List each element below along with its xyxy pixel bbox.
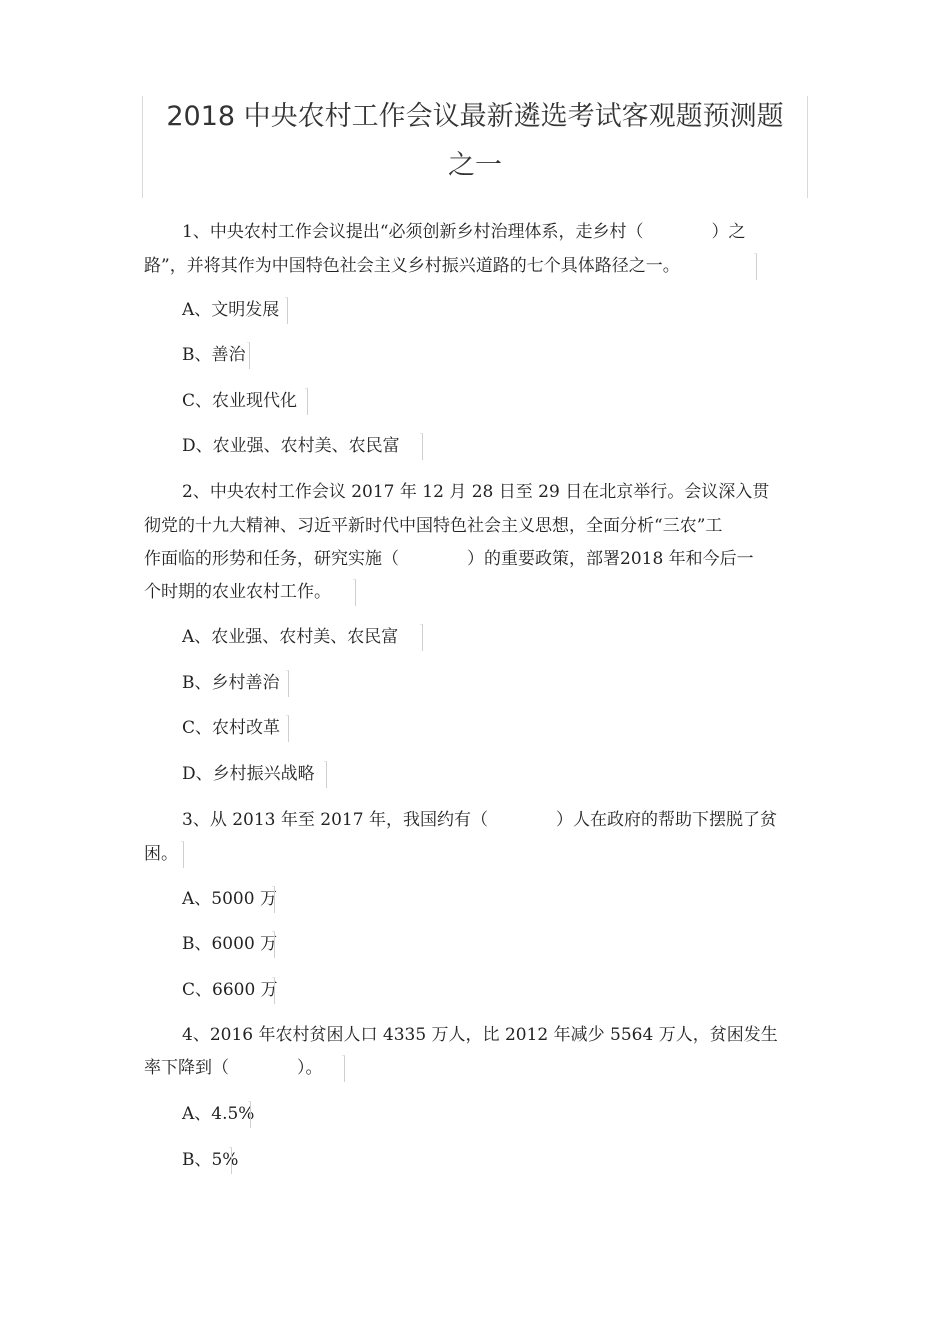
line-end-marker	[285, 297, 288, 324]
question-2-option-b: B、乡村善治	[182, 673, 280, 693]
question-4-option-a: A、4.5%	[182, 1104, 255, 1124]
question-3-option-a: A、5000 万	[182, 889, 277, 909]
line-end-marker	[286, 715, 289, 742]
line-end-marker	[324, 761, 327, 788]
line-end-marker	[353, 579, 356, 606]
question-4-stem-line-1: 4、2016 年农村贫困人口 4335 万人，比 2012 年减少 5564 万人，贫困发生	[182, 1025, 778, 1045]
document-title-line-2: 之一	[448, 150, 502, 181]
line-end-marker	[286, 670, 289, 697]
line-end-marker	[420, 624, 423, 651]
document-title-line-1: 2018 中央农村工作会议最新遴选考试客观题预测题	[166, 101, 784, 132]
question-2-stem-line-1: 2、中央农村工作会议 2017 年 12 月 28 日至 29 日在北京举行。会议深入贯	[182, 482, 770, 502]
question-2-option-c: C、农村改革	[182, 718, 281, 738]
line-end-marker	[305, 388, 308, 415]
question-2-stem-line-3: 作面临的形势和任务，研究实施（ ）的重要政策，部署2018 年和今后一	[144, 549, 754, 569]
question-3-option-c: C、6600 万	[182, 980, 278, 1000]
line-end-marker	[247, 342, 250, 369]
line-end-marker	[420, 433, 423, 460]
question-1-stem-line-2: 路”，并将其作为中国特色社会主义乡村振兴道路的七个具体路径之一。	[144, 256, 680, 276]
line-end-marker	[754, 253, 757, 280]
question-4-option-b: B、5%	[182, 1150, 239, 1170]
question-1-stem-line-1: 1、中央农村工作会议提出“必须创新乡村治理体系，走乡村（ ）之	[182, 222, 746, 242]
question-2-stem-line-4: 个时期的农业农村工作。	[144, 582, 331, 602]
question-3-option-b: B、6000 万	[182, 934, 278, 954]
question-2-option-a: A、农业强、农村美、农民富	[182, 627, 399, 647]
question-3-stem-line-1: 3、从 2013 年至 2017 年，我国约有（ ）人在政府的帮助下摆脱了贫	[182, 810, 777, 830]
line-end-marker	[342, 1055, 345, 1082]
line-end-marker	[181, 841, 184, 868]
question-2-option-d: D、乡村振兴战略	[182, 764, 315, 784]
question-1-option-b: B、善治	[182, 345, 246, 365]
question-1-option-d: D、农业强、农村美、农民富	[182, 436, 400, 456]
question-1-option-a: A、文明发展	[182, 300, 280, 320]
question-1-option-c: C、农业现代化	[182, 391, 298, 411]
question-4-stem-line-2: 率下降到（ ）。	[144, 1058, 323, 1078]
question-2-stem-line-2: 彻党的十九大精神、习近平新时代中国特色社会主义思想，全面分析“三农”工	[144, 516, 723, 536]
question-3-stem-line-2: 困。	[144, 844, 178, 864]
